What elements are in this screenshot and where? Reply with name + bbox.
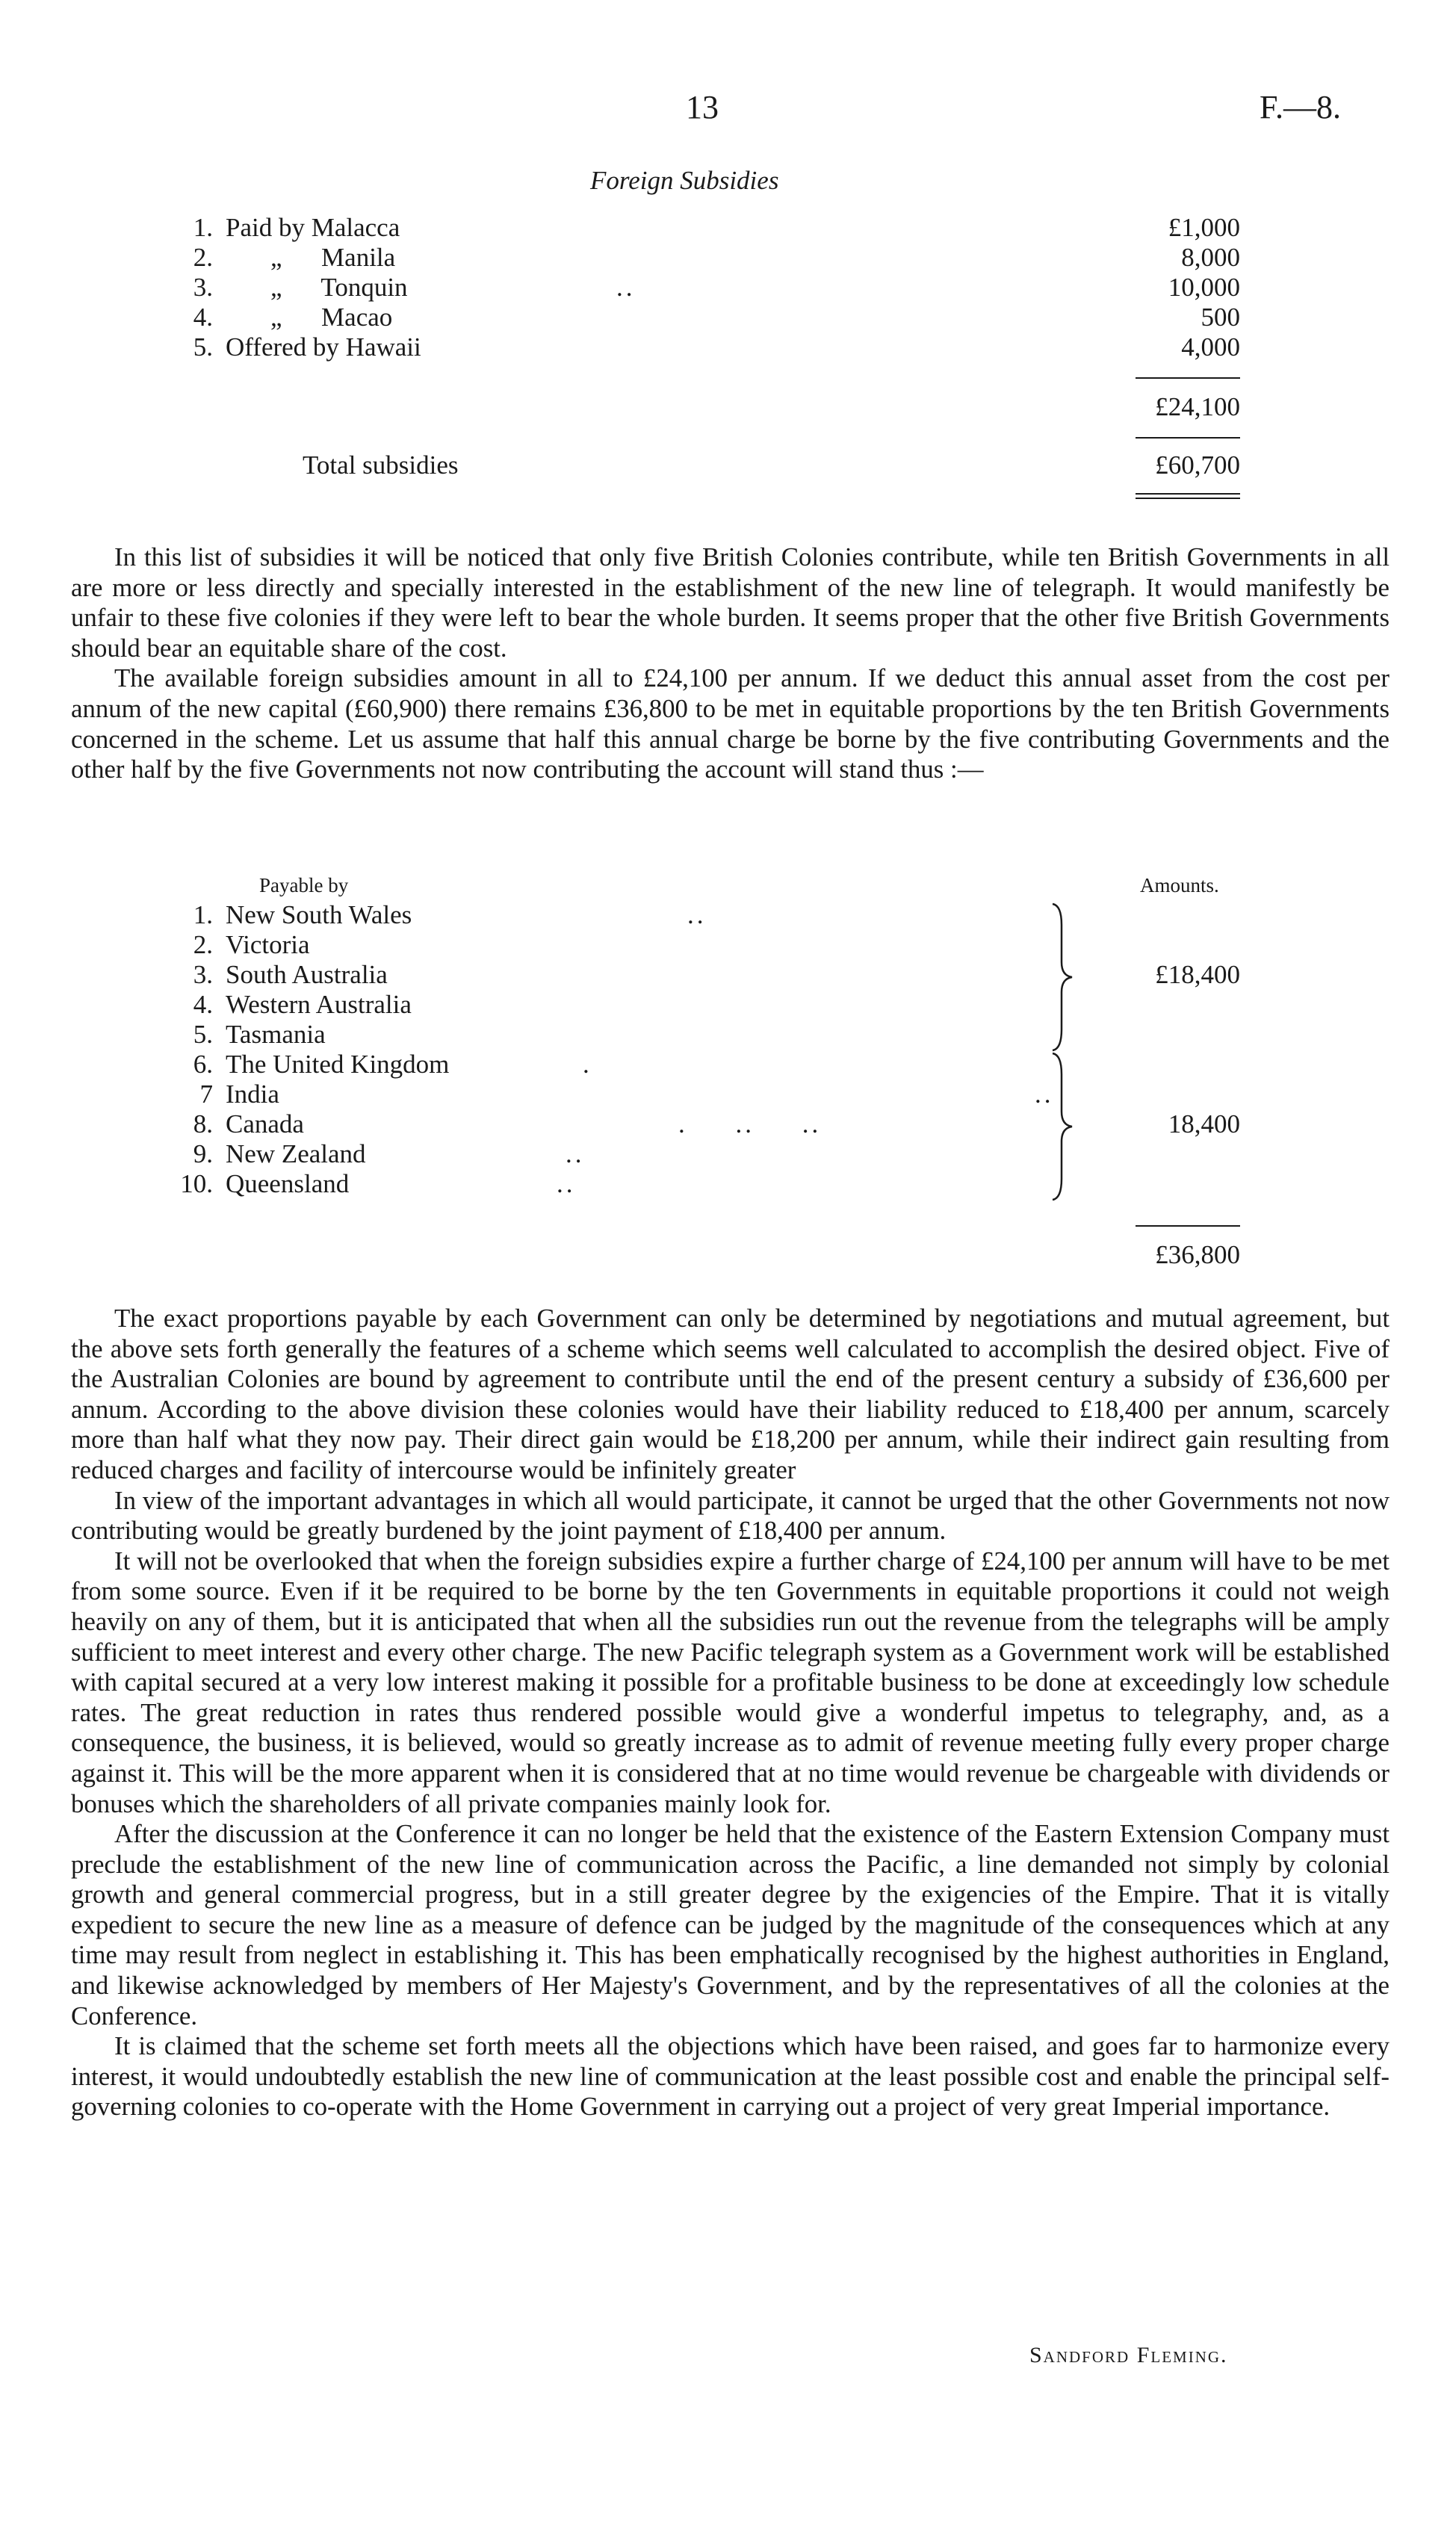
leader-dots: .. (557, 1169, 576, 1198)
subsidy-label: Offered by Hawaii (226, 332, 421, 362)
payable-num: 6. (193, 1050, 213, 1079)
leader-dots: . .. .. (678, 1109, 822, 1139)
leader-dots: .. (566, 1139, 585, 1168)
paragraph: It will not be overlooked that when the foreign subsidies expire a further charge of £24,100 per annum will have to be met from some source. Even if it be required to be borne by the ten Governments in equitable proportions it could not weigh heavily on any of them, but it is anticipated that when all the subsidies run out the revenue from the telegraphs will be amply sufficient to meet interest and every other charge. The new Pacific telegraph system as a Government work will be established with capital secured at a very low interest making it possible for a profitable business to be done at exceedingly low schedule rates. The great reduction in rates thus rendered possible would give a wonderful impetus to telegraphy, and, as a consequence, the business, it is believed, would so greatly increase as to admit of revenue meeting fully every proper charge against it. This will be the more apparent when it is considered that at no time would revenue be chargeable with dividends or bonuses which the shareholders of all private companies mainly look for. (71, 1546, 1390, 1818)
group-amount: £18,400 (1155, 960, 1240, 989)
double-rule (1136, 498, 1240, 499)
payable-by-heading: Payable by (259, 874, 349, 896)
payable-label: Western Australia (226, 990, 412, 1019)
leader-dots: .. (616, 273, 636, 302)
payable-label: India (226, 1080, 279, 1109)
subsidy-amount: 4,000 (1181, 332, 1240, 362)
payable-num: 7 (199, 1080, 213, 1109)
subsidy-num: 5. (193, 332, 213, 362)
total-rule (1136, 437, 1240, 439)
double-rule (1136, 493, 1240, 495)
subtotal-amount: £24,100 (1155, 392, 1240, 421)
payable-total: £36,800 (1155, 1240, 1240, 1269)
paragraph: After the discussion at the Conference it can no longer be held that the existence of the Eastern Extension Company must preclude the establishment of the new line of communication across the Pacific, a line demanded not simply by colonial growth and general commercial progress, but in a still greater degree by the exigencies of the Empire. That it is vitally expedient to secure the new line as a measure of defence can be judged by the magnitude of the consequences which at any time may result from neglect in establishing it. This has been emphatically recognised by the highest authorities in England, and likewise acknowledged by members of Her Majesty's Government, and by the representatives of all the colonies at the Conference. (71, 1819, 1390, 2031)
paragraph: In view of the important advantages in which all would participate, it cannot be urged that the other Governments not now contributing would be greatly burdened by the joint payment of £18,400 per annum. (71, 1485, 1390, 1546)
subsidy-label: „ Manila (270, 243, 396, 272)
subsidy-label: „ Tonquin (270, 273, 408, 302)
payable-label: Queensland (226, 1169, 350, 1198)
paragraph: In this list of subsidies it will be noticed that only five British Colonies contribute, while ten British Governments in all are more or less directly and specially interested in the establishment of the new line of telegraph. It would manifestly be unfair to these five colonies if they were left to bear the whole burden. It seems proper that the other five British Governments should bear an equitable share of the cost. (71, 542, 1390, 663)
right-brace-icon (1050, 902, 1079, 1052)
subsidy-label: „ Macao (270, 303, 393, 332)
payable-num: 3. (193, 960, 213, 989)
payable-label: The United Kingdom (226, 1050, 450, 1079)
leader-dots: .. (1035, 1080, 1054, 1109)
leader-dots: .. (687, 900, 707, 929)
subsidy-label: Paid by Malacca (226, 213, 400, 242)
subtotal-rule (1136, 377, 1240, 379)
payable-num: 1. (193, 900, 213, 929)
paragraph-block-1 (71, 542, 1390, 785)
leader-dots: . (583, 1050, 592, 1079)
page-number: 13 (686, 89, 719, 126)
signature: Sandford Fleming. (1029, 2343, 1228, 2367)
paragraph-block-2 (71, 1304, 1390, 2122)
subsidy-amount: 8,000 (1181, 243, 1240, 272)
group-amount: 18,400 (1168, 1109, 1240, 1139)
subsidy-amount: 500 (1201, 303, 1240, 332)
paragraph: It is claimed that the scheme set forth meets all the objections which have been raised, and goes far to harmonize every interest, it would undoubtedly establish the new line of communication at the least possible cost and enable the principal self-governing colonies to co-operate with the Home Government in carrying out a project of very great Imperial importance. (71, 2031, 1390, 2122)
payable-label: New Zealand (226, 1139, 366, 1168)
payable-num: 4. (193, 990, 213, 1019)
subsidy-num: 4. (193, 303, 213, 332)
payable-num: 10. (180, 1169, 213, 1198)
paragraph: The exact proportions payable by each Government can only be determined by negotiations and mutual agreement, but the above sets forth generally the features of a scheme which seems well calculated to accomplish the desired object. Five of the Australian Colonies are bound by agreement to contribute until the end of the present century a subsidy of £36,600 per annum. According to the above division these colonies would have their liability reduced to £18,400 per annum, scarcely more than half what they now pay. Their direct gain would be £18,200 per annum, while their indirect gain resulting from reduced charges and facility of intercourse would be infinitely greater (71, 1304, 1390, 1484)
total-subsidies-label: Total subsidies (303, 450, 459, 480)
foreign-subsidies-title: Foreign Subsidies (590, 166, 779, 195)
amounts-heading: Amounts. (1140, 874, 1219, 896)
subsidy-amount: £1,000 (1168, 213, 1240, 242)
payable-total-rule (1136, 1225, 1240, 1227)
subsidy-num: 3. (193, 273, 213, 302)
payable-num: 9. (193, 1139, 213, 1168)
payable-num: 5. (193, 1020, 213, 1049)
subsidy-amount: 10,000 (1168, 273, 1240, 302)
payable-num: 2. (193, 930, 213, 959)
subsidy-num: 2. (193, 243, 213, 272)
document-reference: F.—8. (1260, 89, 1341, 126)
payable-label: Tasmania (226, 1020, 326, 1049)
paragraph: The available foreign subsidies amount in all to £24,100 per annum. If we deduct this annual asset from the cost per annum of the new capital (£60,900) there remains £36,800 to be met in equitable proportions by the ten British Governments concerned in the scheme. Let us assume that half this annual charge be borne by the five contributing Governments and the other half by the five Governments not now contributing the account will stand thus :— (71, 663, 1390, 784)
payable-label: Canada (226, 1109, 304, 1139)
total-subsidies-amount: £60,700 (1155, 450, 1240, 480)
right-brace-icon (1050, 1052, 1079, 1201)
payable-label: New South Wales (226, 900, 412, 929)
payable-label: Victoria (226, 930, 310, 959)
payable-num: 8. (193, 1109, 213, 1139)
payable-label: South Australia (226, 960, 388, 989)
subsidy-num: 1. (193, 213, 213, 242)
